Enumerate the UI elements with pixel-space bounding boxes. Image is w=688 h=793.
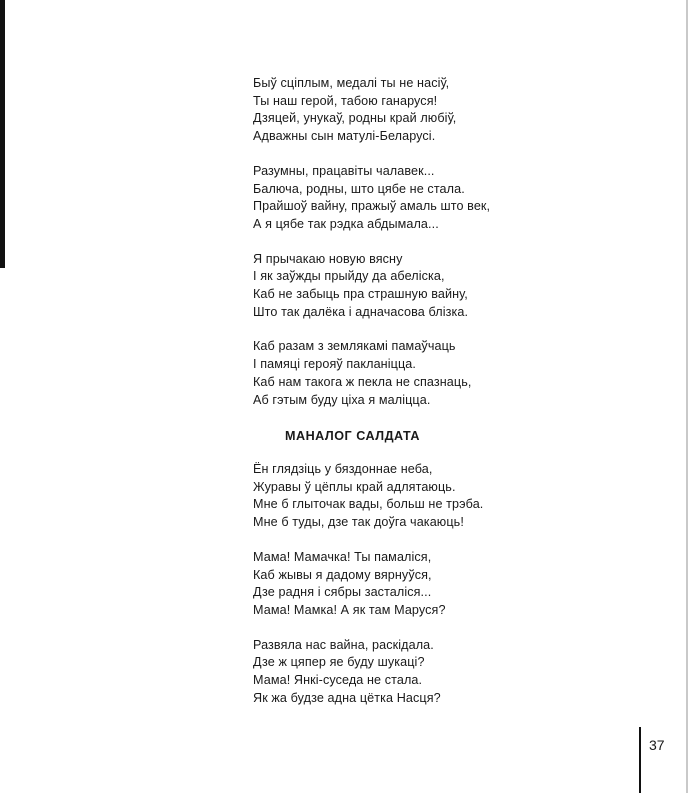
poem-line: Ён глядзіць у бяздоннае неба, (253, 462, 433, 476)
poem-line: Дзяцей, унукаў, родны край любіў, (253, 111, 457, 126)
poem-one-stanza-2 (253, 163, 553, 234)
page-number: 37 (649, 737, 665, 753)
poem-one-stanza-1 (253, 75, 553, 146)
poem-line: Я прычакаю новую вясну (253, 251, 403, 266)
poem-one-stanza-4 (253, 338, 553, 409)
poem-line: Каб нам такога ж пекла не спазнаць, (253, 374, 472, 389)
poem-line: Адважны сын матулі-Беларусі. (253, 129, 436, 144)
poem-line: Як жа будзе адна цётка Насця? (253, 690, 441, 705)
poem-two-stanza-1 (253, 461, 553, 532)
poem-line: Мне б глыточак вады, больш не трэба. (253, 497, 484, 512)
poem-line: Каб разам з землякамі памаўчаць (253, 339, 456, 354)
poem-line: Аб гэтым буду ціха я маліцца. (253, 392, 431, 407)
poem-line: Каб не забыць пра страшную вайну, (253, 287, 468, 302)
poem-line: Развяла нас вайна, раскідала. (253, 637, 434, 652)
poem-line: Балюча, родны, што цябе не стала. (253, 181, 465, 196)
page-number-rule (639, 727, 641, 793)
poem-line: Разумны, працавіты чалавек... (253, 163, 435, 178)
poem-two (253, 461, 553, 724)
poem-line: Што так далёка і адначасова блізка. (253, 304, 469, 319)
poem-line: Мама! Мамка! А як там Маруся? (253, 602, 446, 617)
poem-line: Мама! Мамачка! Ты памаліся, (253, 549, 432, 564)
poem-line: Ты наш герой, табою ганаруся! (253, 93, 438, 108)
poem-line: І памяці герояў пакланіцца. (253, 357, 416, 372)
poem-line: Каб жывы я дадому вярнуўся, (253, 567, 432, 582)
poem-line: Прайшоў вайну, пражыў амаль што век, (253, 199, 491, 214)
poem-line: Журавы ў цёплы край адлятаюць. (253, 479, 456, 494)
poem-line: І як заўжды прыйду да абеліска, (253, 269, 445, 284)
poem-line: Дзе радня і сябры засталіся... (253, 585, 432, 600)
poem-two-stanza-3 (253, 637, 553, 708)
book-spine-edge-left (0, 0, 5, 268)
poem-one (253, 75, 553, 426)
poem-line: Мама! Янкі-суседа не стала. (253, 673, 423, 688)
poem-line: Быў сціплым, медалі ты не насіў, (253, 76, 450, 90)
poem-line: А я цябе так рэдка абдымала... (253, 216, 439, 231)
poem-one-stanza-3 (253, 251, 553, 322)
poem-line: Мне б туды, дзе так доўга чакаюць! (253, 515, 464, 530)
poem-line: Дзе ж цяпер яе буду шукаці? (253, 655, 425, 670)
poem-two-title: МАНАЛОГ САЛДАТА (285, 429, 420, 443)
poem-two-stanza-2 (253, 549, 553, 620)
